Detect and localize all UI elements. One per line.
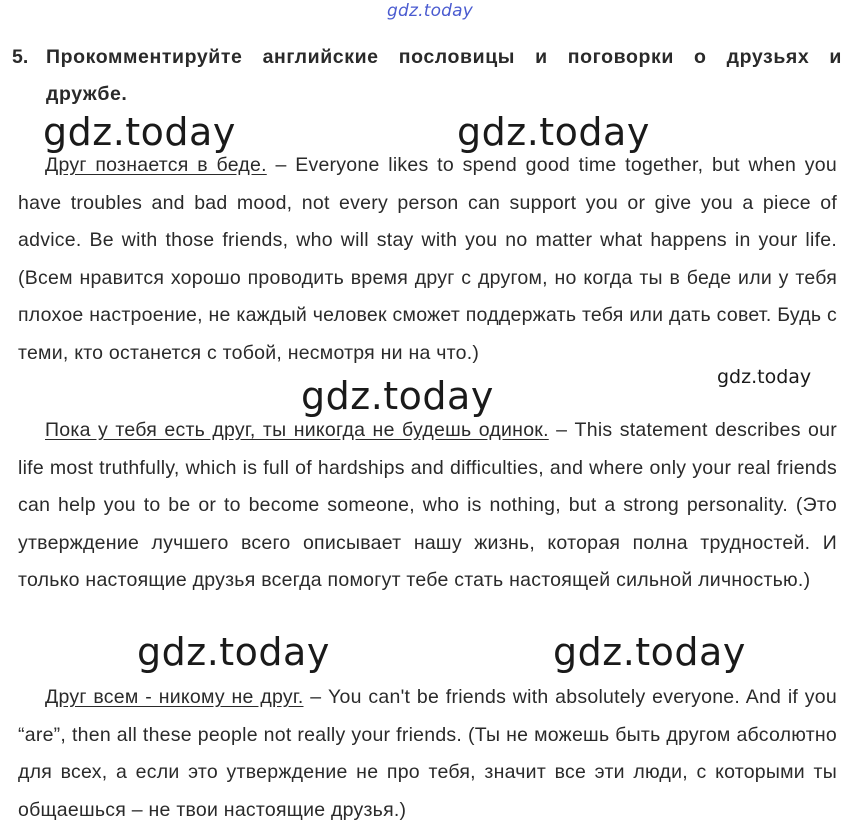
comment-3: – You can't be friends with absolutely everyone. And if you “are”, then all these people not really your friends. (Ты не можешь быть другом абсолютно для всех, а если это утверждение не про тебя, значит все эти люди, с которыми ты общаешься – не твои настоящие друзья.) [18, 686, 837, 821]
watermark: gdz.today [553, 630, 746, 674]
proverb-3: Друг всем - никому не друг. [45, 686, 304, 708]
proverb-1: Друг познается в беде. [45, 154, 267, 176]
task-title: Прокомментируйте английские пословицы и поговорки о друзьях и дружбе. [46, 46, 842, 105]
proverb-2: Пока у тебя есть друг, ты никогда не будешь одинок. [45, 419, 549, 441]
watermark: gdz.today [457, 110, 650, 154]
watermark: gdz.today [717, 366, 812, 388]
watermark: gdz.today [137, 630, 330, 674]
paragraph-1 [18, 147, 837, 372]
watermark-header[interactable]: gdz.today [387, 1, 474, 21]
watermark: gdz.today [43, 110, 236, 154]
task-number: 5. [12, 46, 29, 68]
task-heading [12, 39, 842, 113]
paragraph-2 [18, 412, 837, 600]
comment-2: – This statement describes our life most truthfully, which is full of hardships and difficulties, and where only your real friends can help you to be or to become someone, who is nothing, but a strong personality. (Это утверждение лучшего всего описывает нашу жизнь, которая полна трудностей. И только настоящие друзья всегда помогут тебе стать настоящей сильной личностью.) [18, 419, 837, 591]
watermark: gdz.today [301, 374, 494, 418]
comment-1: – Everyone likes to spend good time together, but when you have troubles and bad mood, not every person can support you or give you a piece of advice. Be with those friends, who will stay with you no matter what happens in your life. (Всем нравится хорошо проводить время друг с другом, но когда ты в беде или у тебя плохое настроение, не каждый человек сможет поддержать тебя или дать совет. Будь с теми, кто останется с тобой, несмотря ни на что.) [18, 154, 837, 364]
paragraph-3 [18, 679, 837, 829]
